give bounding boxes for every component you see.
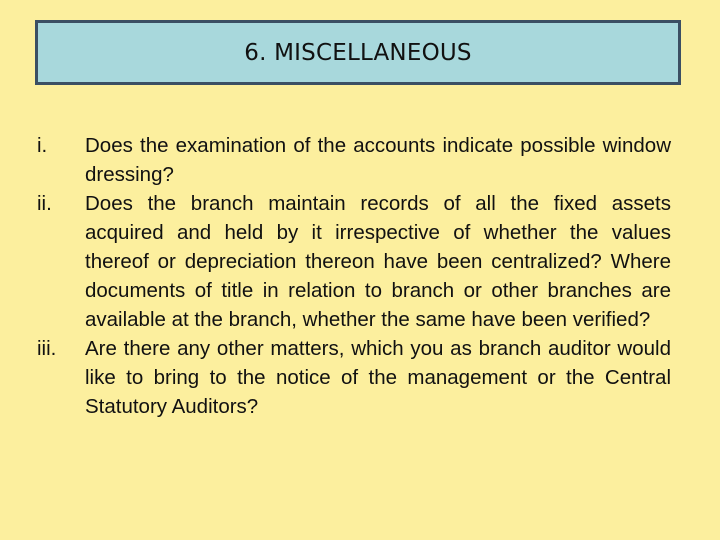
list-item-text: Does the examination of the accounts indicate possible window dressing? xyxy=(85,134,671,186)
list-item xyxy=(37,131,671,189)
list-item-marker: iii. xyxy=(37,337,57,360)
list-item xyxy=(37,189,671,334)
question-list xyxy=(37,131,671,421)
list-item-marker: i. xyxy=(37,134,48,157)
list-item-text: Are there any other matters, which you as branch auditor would like to bring to the notice of the management or the Central Statutory Auditors? xyxy=(85,337,671,418)
list-item-marker: ii. xyxy=(37,192,52,215)
slide-title: 6. MISCELLANEOUS xyxy=(244,39,472,66)
list-item-text: Does the branch maintain records of all the fixed assets acquired and held by it irrespective of whether the values thereof or depreciation thereon have been centralized? Where documents of title in relation to branch or other branches are available at the branch, whether the same have been verified? xyxy=(85,192,671,331)
list-item xyxy=(37,334,671,421)
title-banner xyxy=(35,20,681,85)
